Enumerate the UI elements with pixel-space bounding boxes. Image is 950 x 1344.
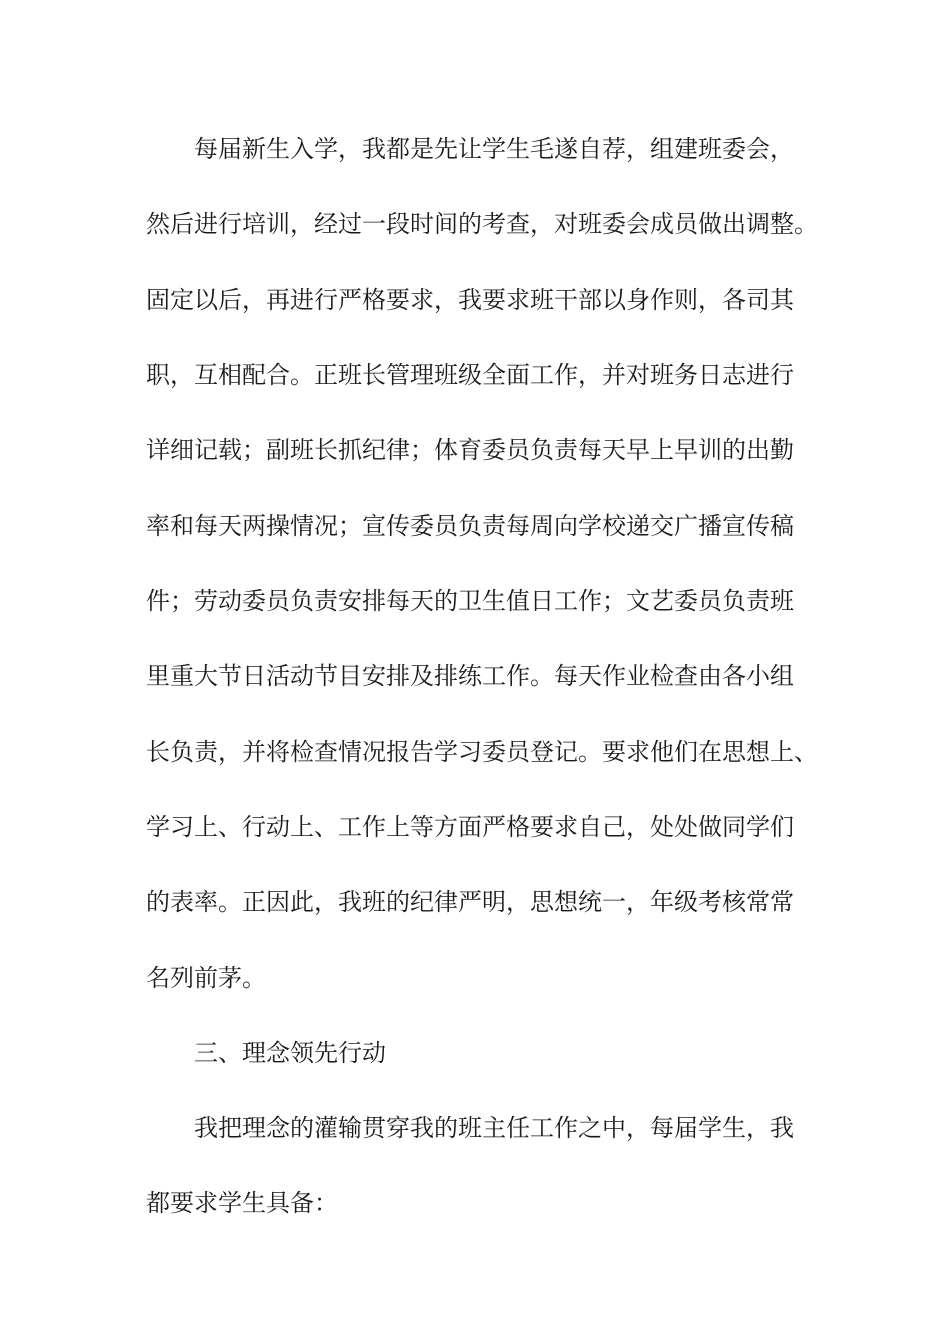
paragraph-line: 率和每天两操情况；宣传委员负责每周向学校递交广播宣传稿 [146, 512, 794, 540]
paragraph-line: 固定以后，再进行严格要求，我要求班干部以身作则，各司其 [146, 286, 794, 314]
paragraph-line: 的表率。正因此，我班的纪律严明，思想统一，年级考核常常 [146, 888, 794, 916]
paragraph-line: 每届新生入学，我都是先让学生毛遂自荐，组建班委会， [194, 135, 794, 163]
paragraph-line: 里重大节日活动节目安排及排练工作。每天作业检查由各小组 [146, 662, 794, 690]
paragraph-line: 长负责，并将检查情况报告学习委员登记。要求他们在思想上、 [146, 738, 818, 766]
paragraph-line: 职，互相配合。正班长管理班级全面工作，并对班务日志进行 [146, 361, 794, 389]
section-heading: 三、理念领先行动 [194, 1039, 386, 1067]
paragraph-line: 都要求学生具备： [146, 1189, 338, 1217]
paragraph-line: 然后进行培训，经过一段时间的考查，对班委会成员做出调整。 [146, 210, 818, 238]
paragraph-line: 学习上、行动上、工作上等方面严格要求自己，处处做同学们 [146, 813, 794, 841]
paragraph-line: 名列前茅。 [146, 964, 266, 992]
paragraph-line: 我把理念的灌输贯穿我的班主任工作之中，每届学生，我 [194, 1114, 794, 1142]
paragraph-line: 详细记载；副班长抓纪律；体育委员负责每天早上早训的出勤 [146, 436, 794, 464]
paragraph-line: 件；劳动委员负责安排每天的卫生值日工作；文艺委员负责班 [146, 587, 794, 615]
